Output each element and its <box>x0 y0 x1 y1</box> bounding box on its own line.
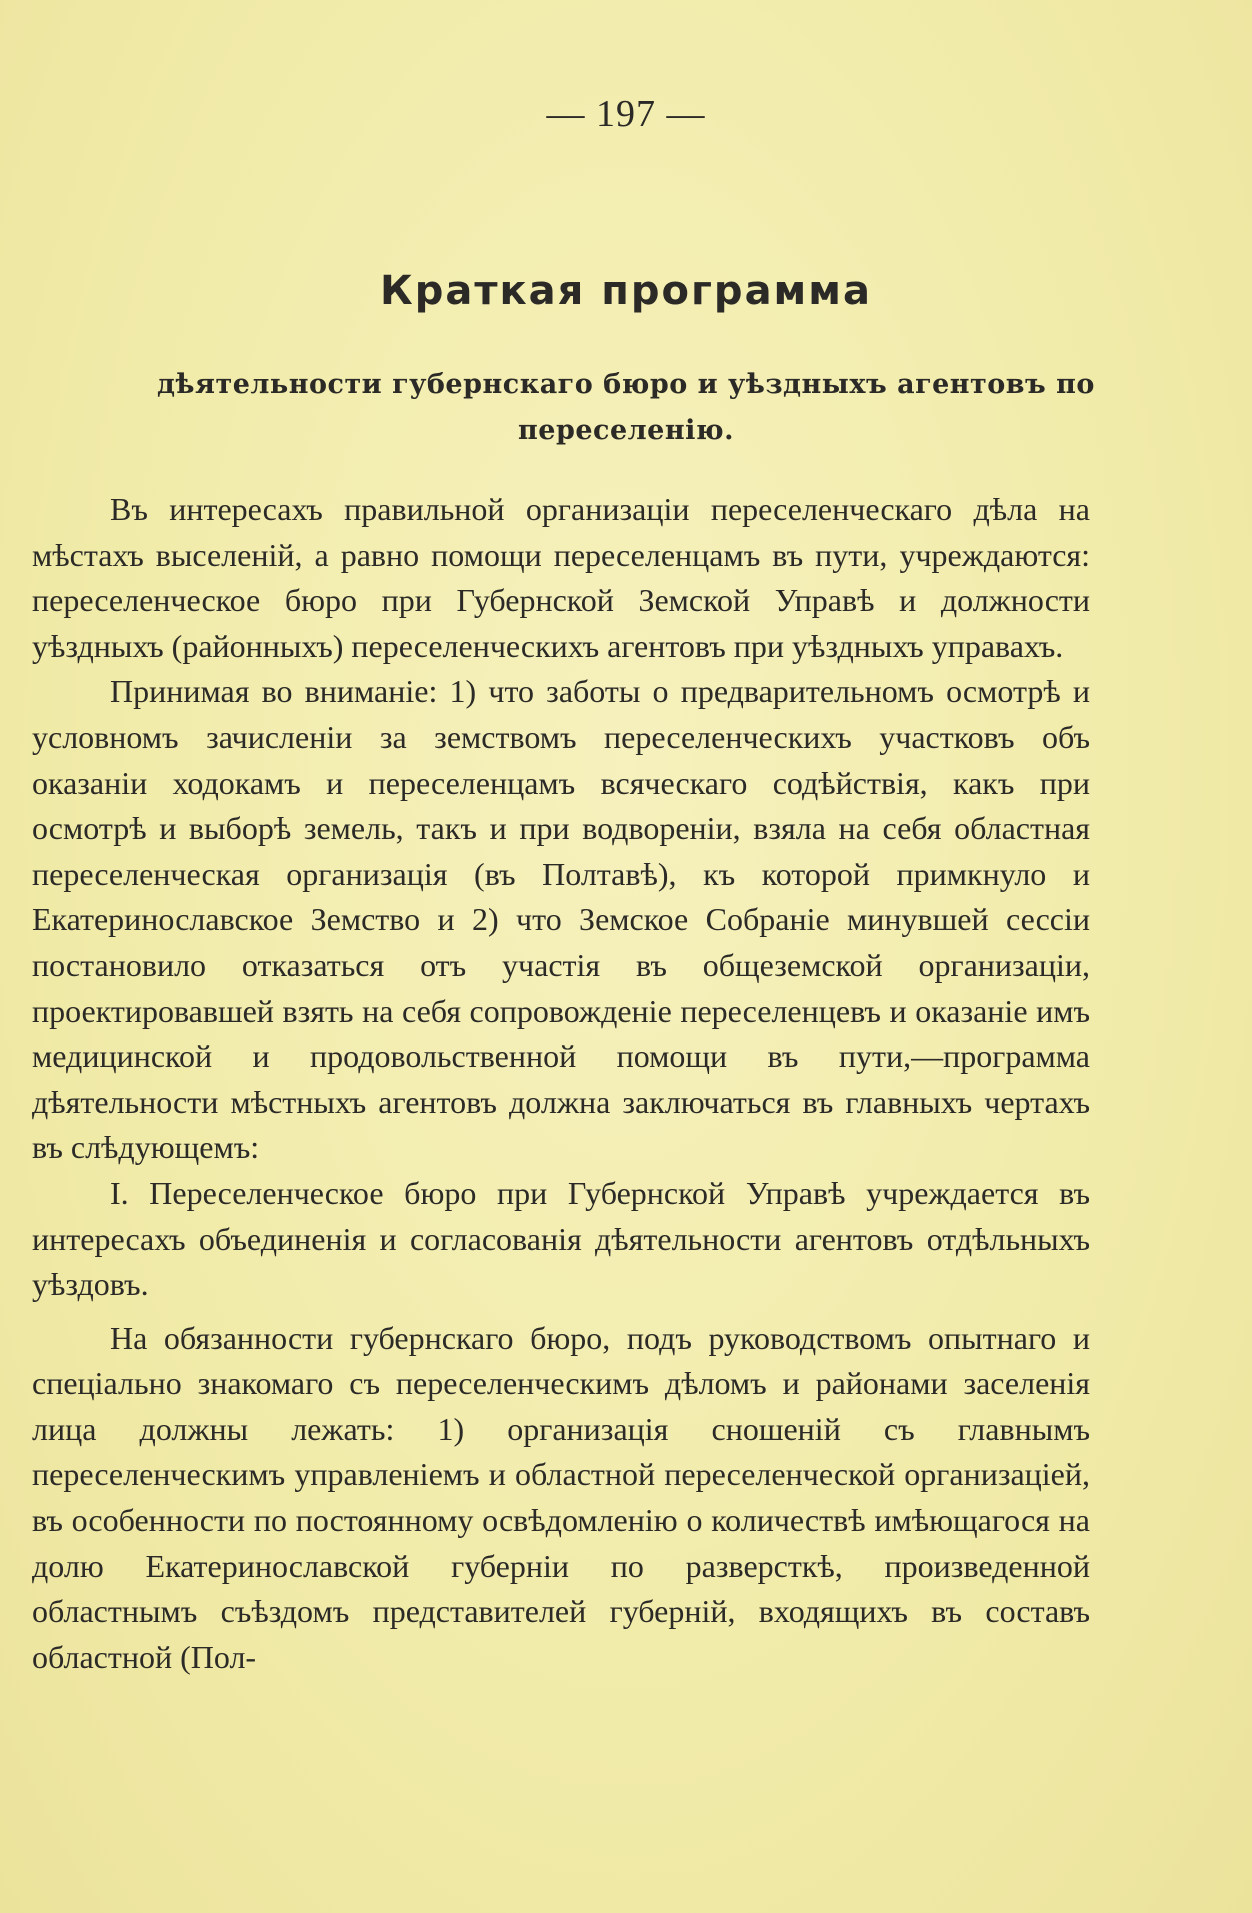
paragraph-4: На обязанности губернскаго бюро, подъ руководствомъ опытнаго и спеціально знакомаго съ переселенческимъ дѣломъ и районами заселенія лица должны лежать: 1) организація сношеній съ главнымъ переселенческимъ управленіемъ и областной переселенческой организаціей, въ особенности по постоянному освѣдомленію о количествѣ имѣющагося на долю Екатеринославской губерніи по разверсткѣ, произведенной областнымъ съѣздомъ представителей губерній, входящихъ въ составъ областной (Пол- <box>32 1319 1090 1675</box>
page-number: — 197 — <box>546 93 706 135</box>
body-text <box>32 487 1090 1680</box>
paragraph-3: I. Переселенческое бюро при Губернской Управѣ учреждается въ интересахъ объединенія и согласованія дѣятельности агентовъ отдѣльныхъ уѣздовъ. <box>32 1174 1090 1303</box>
paragraph-2: Принимая во вниманіе: 1) что заботы о предварительномъ осмотрѣ и условномъ зачисленіи за земствомъ переселенческихъ участковъ объ оказаніи ходокамъ и переселенцамъ всяческаго содѣйствія, какъ при осмотрѣ и выборѣ земель, такъ и при водвореніи, взяла на себя областная переселенческая организація (въ Полтавѣ), къ которой примкнуло и Екатеринославское Земство и 2) что Земское Собраніе минувшей сессіи постановило отказаться отъ участія въ общеземской организаціи, проектировавшей взять на себя сопровожденіе переселенцевъ и оказаніе имъ медицинской и продовольственной помощи въ пути,—программа дѣятельности мѣстныхъ агентовъ должна заключаться въ главныхъ чертахъ въ слѣдующемъ: <box>32 673 1090 1166</box>
page-title: Краткая программа <box>380 268 872 314</box>
page-subtitle: дѣятельности губернскаго бюро и уѣздныхъ агентовъ по переселенію. <box>157 369 1095 446</box>
paragraph-1: Въ интересахъ правильной организаціи переселенческаго дѣла на мѣстахъ выселеній, а равно помощи переселенцамъ въ пути, учреждаются: переселенческое бюро при Губернской Земской Управѣ и должности уѣздныхъ (районныхъ) переселенческихъ агентовъ при уѣздныхъ управахъ. <box>32 491 1090 664</box>
